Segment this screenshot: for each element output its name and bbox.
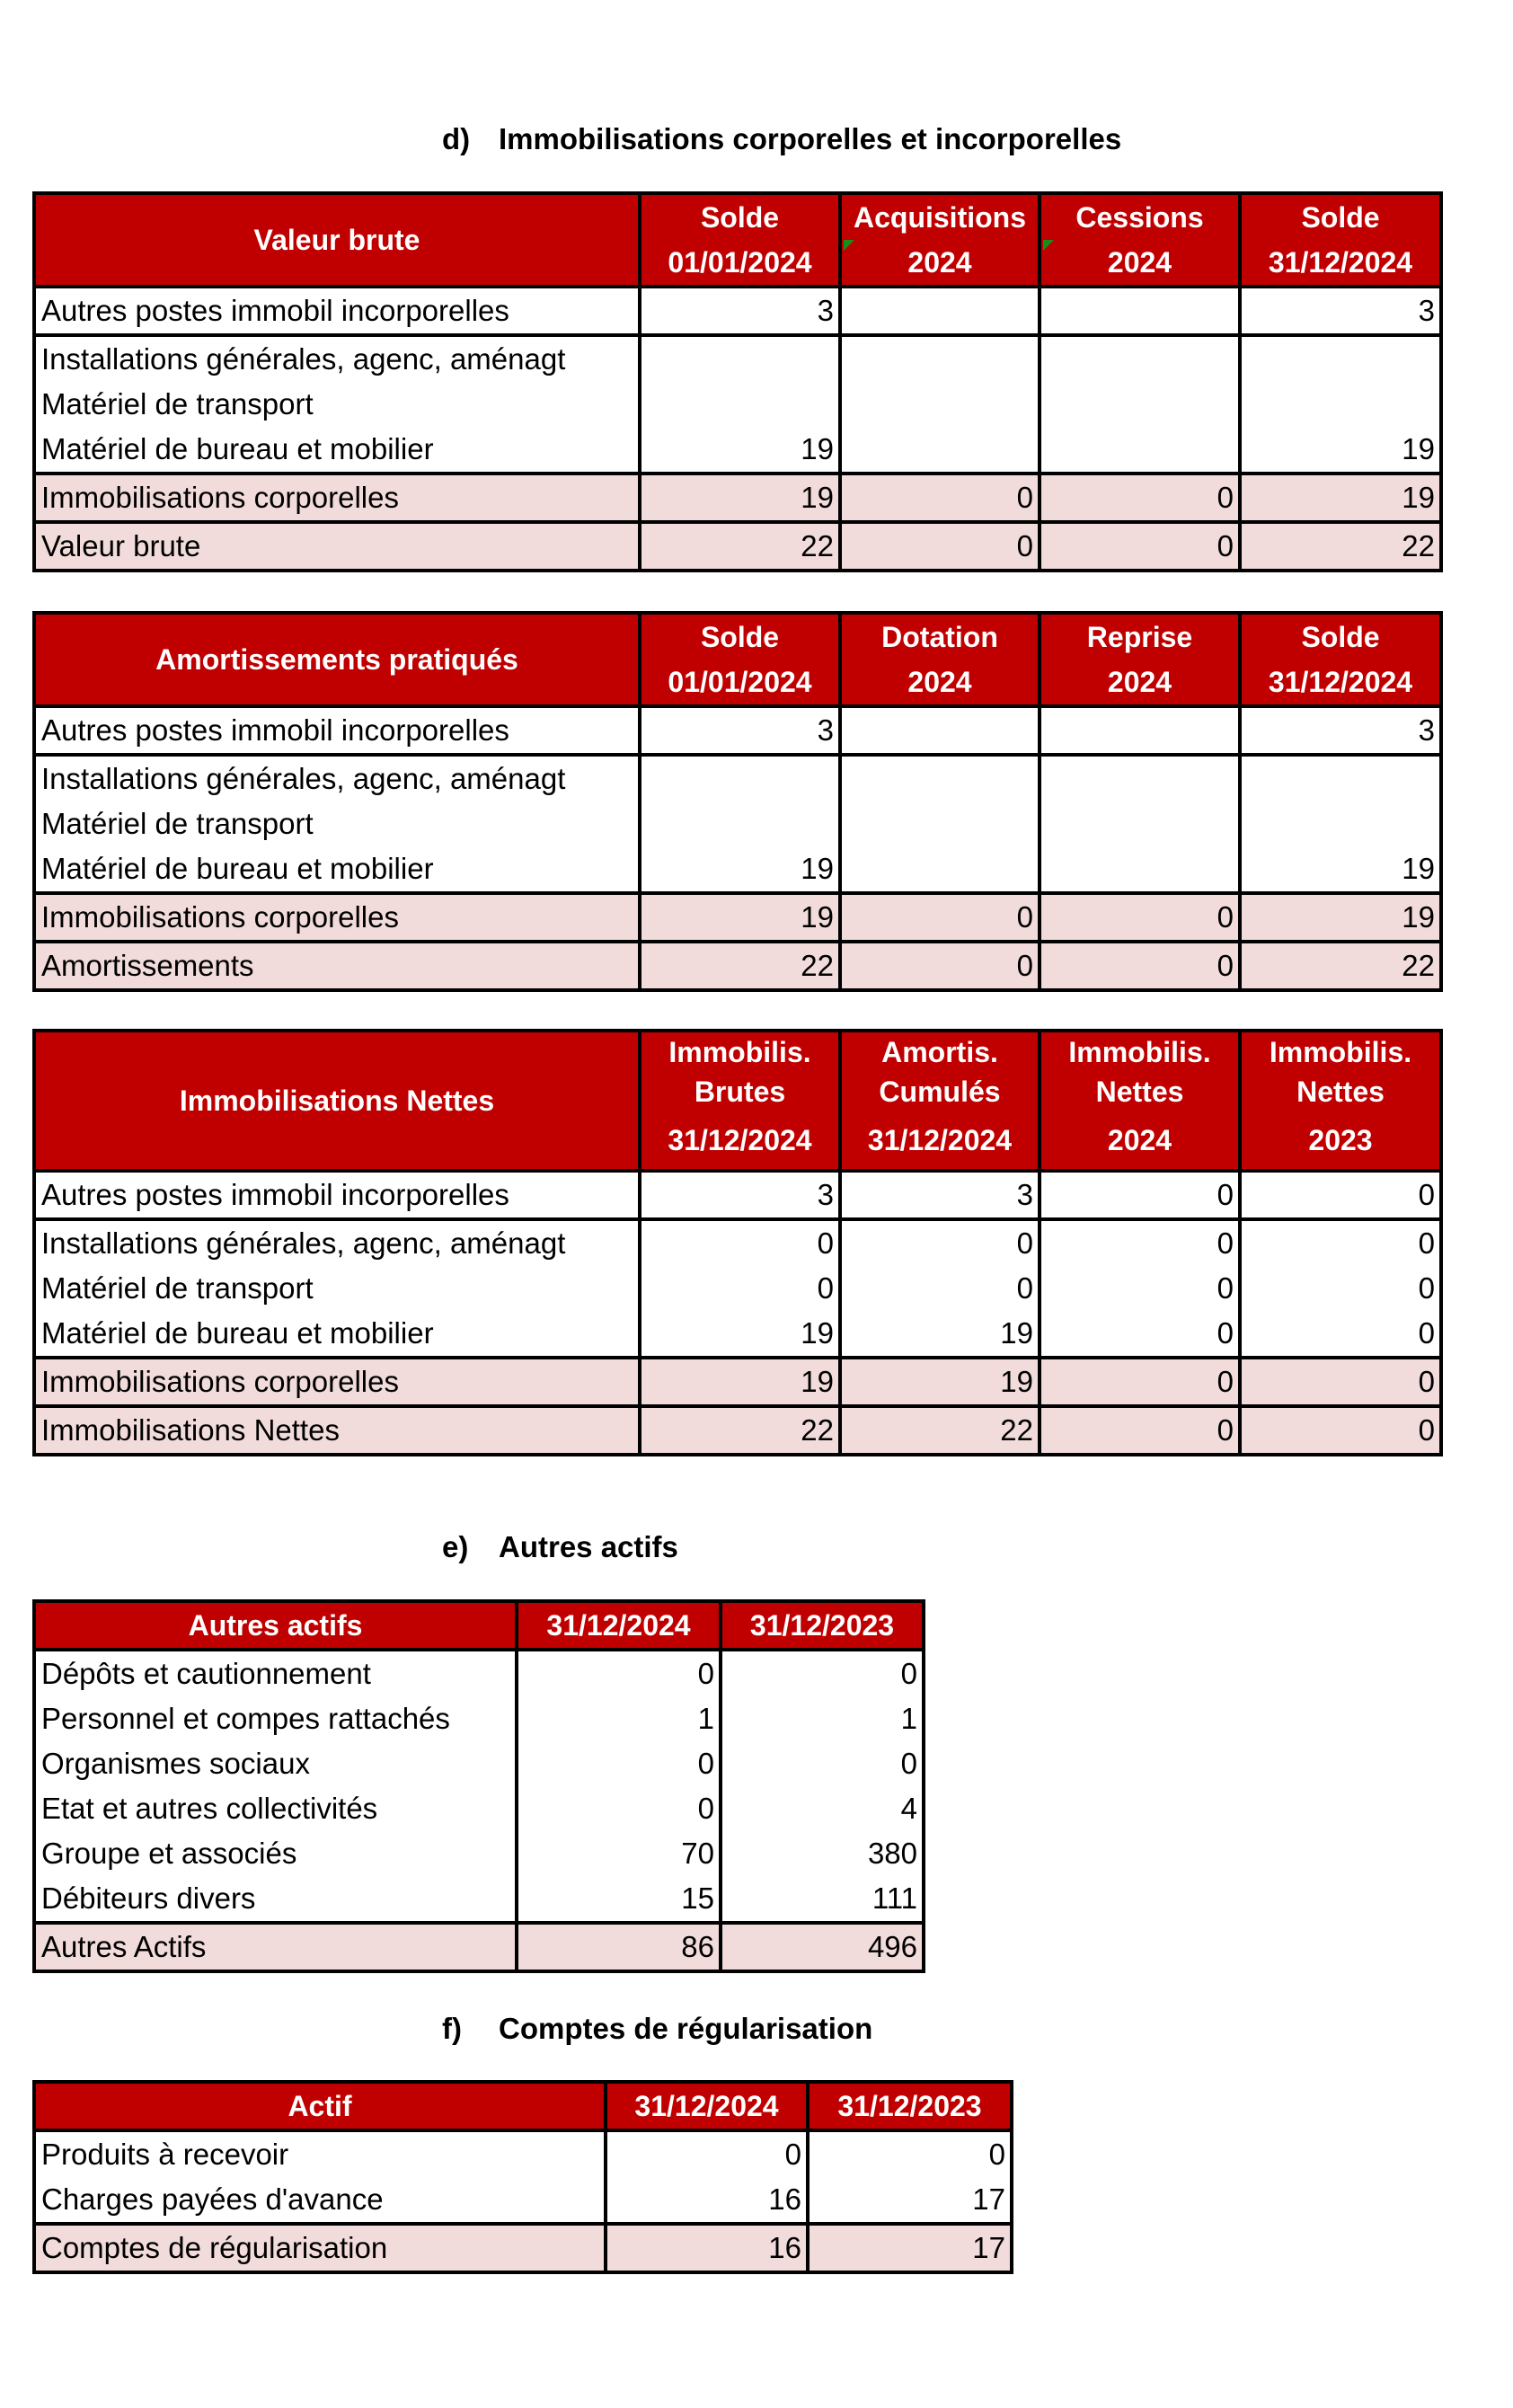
column-header-label: Autres actifs — [34, 1601, 517, 1650]
section-f-letter: f) — [442, 2012, 462, 2045]
row-group-values: 19 — [1240, 335, 1441, 474]
cell-value: 19 — [640, 893, 840, 942]
total-row — [34, 1406, 1441, 1455]
cell-value: 0 — [1240, 1406, 1441, 1455]
cell-value: 22 — [640, 522, 840, 571]
row-label: Charges payées d'avance — [41, 2182, 384, 2216]
subtotal-row — [34, 1358, 1441, 1406]
cell-value: 19 — [1240, 474, 1441, 522]
table-row — [34, 706, 1441, 755]
row-label: Immobilisations Nettes — [34, 1406, 640, 1455]
cell-value: 0 — [1040, 522, 1240, 571]
row-group-labels — [34, 2130, 606, 2224]
row-group-values: 0 0 19 — [640, 1219, 840, 1358]
section-e-letter: e) — [442, 1530, 469, 1563]
column-header-acquisitions[interactable]: Acquisitions 2024 — [840, 193, 1040, 287]
row-label: Autres Actifs — [34, 1923, 517, 1971]
row-label: Autres postes immobil incorporelles — [34, 706, 640, 755]
column-header-solde-debut: Solde 01/01/2024 — [640, 193, 840, 287]
cell-value: 86 — [517, 1923, 721, 1971]
row-label: Valeur brute — [34, 522, 640, 571]
table-row-group — [34, 755, 1441, 893]
cell-value: 3 — [640, 1171, 840, 1219]
row-group-values-2023: 0 17 — [808, 2130, 1012, 2224]
immobilisations-nettes-table — [32, 1029, 1443, 1456]
amortissements-table — [32, 611, 1443, 992]
cell-value: 0 — [840, 522, 1040, 571]
cell-value: 3 — [640, 706, 840, 755]
column-header-dotation: Dotation 2024 — [840, 613, 1040, 706]
column-header-amortis: Amortis. Cumulés 31/12/2024 — [840, 1031, 1040, 1171]
row-group-values-2024: 0 16 — [606, 2130, 808, 2224]
row-group-values: 19 — [640, 755, 840, 893]
column-header-label: Actif — [34, 2082, 606, 2130]
total-row — [34, 1923, 924, 1971]
column-header-label: Amortissements pratiqués — [34, 613, 640, 706]
column-header-2024: 31/12/2024 — [517, 1601, 721, 1650]
row-label: Autres postes immobil incorporelles — [34, 287, 640, 335]
row-label: Matériel de bureau et mobilier — [41, 1316, 434, 1350]
cell-value: 19 — [1240, 893, 1441, 942]
row-group-values: 0 0 0 — [1240, 1219, 1441, 1358]
row-group-labels — [34, 1650, 517, 1923]
table-header-row — [34, 1601, 924, 1650]
section-e-title-text: Autres actifs — [499, 1530, 678, 1563]
row-label: Organismes sociaux — [41, 1747, 310, 1780]
column-header-nettes-2023: Immobilis. Nettes 2023 — [1240, 1031, 1441, 1171]
table-row — [34, 287, 1441, 335]
cell-value: 496 — [721, 1923, 924, 1971]
total-row — [34, 942, 1441, 990]
cell-value: 0 — [840, 942, 1040, 990]
cell-value: 22 — [640, 1406, 840, 1455]
cell-value: 22 — [640, 942, 840, 990]
row-group-values: 19 — [640, 335, 840, 474]
column-header-label: Immobilisations Nettes — [34, 1031, 640, 1171]
table-row-group — [34, 1219, 1441, 1358]
subtotal-row — [34, 474, 1441, 522]
section-f-title-text: Comptes de régularisation — [499, 2012, 873, 2045]
section-d-letter: d) — [442, 122, 471, 155]
column-header-2023: 31/12/2023 — [721, 1601, 924, 1650]
row-group-values-2023: 0 1 0 4 380 111 — [721, 1650, 924, 1923]
cell-value — [1040, 287, 1240, 335]
table-row — [34, 1171, 1441, 1219]
cell-value: 3 — [1240, 706, 1441, 755]
cell-value — [1040, 706, 1240, 755]
cell-value: 0 — [1040, 1406, 1240, 1455]
cell-value: 22 — [1240, 942, 1441, 990]
table-row-group — [34, 2130, 1012, 2224]
valeur-brute-table — [32, 191, 1443, 572]
row-group-values: 19 — [1240, 755, 1441, 893]
row-label: Immobilisations corporelles — [34, 893, 640, 942]
row-label: Débiteurs divers — [41, 1881, 256, 1915]
cell-value: 0 — [1040, 1358, 1240, 1406]
row-label: Installations générales, agenc, aménagt — [41, 762, 566, 795]
cell-value: 0 — [1040, 893, 1240, 942]
section-d-title-text: Immobilisations corporelles et incorporelles — [499, 122, 1122, 155]
row-group-values: 0 0 19 — [840, 1219, 1040, 1358]
row-label: Autres postes immobil incorporelles — [34, 1171, 640, 1219]
comment-indicator-icon[interactable] — [1043, 240, 1054, 251]
column-header-2024: 31/12/2024 — [606, 2082, 808, 2130]
cell-value: 19 — [640, 1358, 840, 1406]
cell-value: 0 — [1040, 1171, 1240, 1219]
table-header-row — [34, 193, 1441, 287]
cell-value: 0 — [1240, 1171, 1441, 1219]
column-header-nettes-2024: Immobilis. Nettes 2024 — [1040, 1031, 1240, 1171]
row-label: Groupe et associés — [41, 1837, 297, 1870]
comptes-regularisation-table — [32, 2080, 1013, 2274]
row-label: Matériel de transport — [41, 1271, 314, 1305]
cell-value: 0 — [840, 893, 1040, 942]
table-header-row — [34, 2082, 1012, 2130]
table-header-row — [34, 1031, 1441, 1171]
row-group-values — [1040, 755, 1240, 893]
cell-value: 3 — [640, 287, 840, 335]
row-group-labels — [34, 1219, 640, 1358]
comment-indicator-icon[interactable] — [844, 240, 854, 251]
row-group-values — [840, 755, 1040, 893]
row-label: Comptes de régularisation — [34, 2224, 606, 2272]
row-group-values — [1040, 335, 1240, 474]
row-label: Dépôts et cautionnement — [41, 1657, 371, 1690]
column-header-2023: 31/12/2023 — [808, 2082, 1012, 2130]
section-e-title — [442, 1529, 678, 1565]
row-label: Personnel et compes rattachés — [41, 1702, 450, 1735]
column-header-reprise: Reprise 2024 — [1040, 613, 1240, 706]
row-label: Etat et autres collectivités — [41, 1792, 378, 1825]
row-label: Matériel de transport — [41, 807, 314, 840]
cell-value: 0 — [1040, 942, 1240, 990]
cell-value: 22 — [1240, 522, 1441, 571]
row-group-values-2024: 0 1 0 0 70 15 — [517, 1650, 721, 1923]
cell-value: 19 — [840, 1358, 1040, 1406]
row-label: Matériel de bureau et mobilier — [41, 852, 434, 885]
table-row-group — [34, 335, 1441, 474]
cell-value: 0 — [1240, 1358, 1441, 1406]
cell-value — [840, 706, 1040, 755]
column-header-brutes: Immobilis. Brutes 31/12/2024 — [640, 1031, 840, 1171]
column-header-solde-fin: Solde 31/12/2024 — [1240, 613, 1441, 706]
cell-value: 3 — [840, 1171, 1040, 1219]
cell-value: 16 — [606, 2224, 808, 2272]
cell-value: 19 — [640, 474, 840, 522]
cell-value: 17 — [808, 2224, 1012, 2272]
row-label: Immobilisations corporelles — [34, 1358, 640, 1406]
cell-value — [840, 287, 1040, 335]
row-label: Immobilisations corporelles — [34, 474, 640, 522]
section-f-title — [442, 2011, 872, 2047]
cell-value: 0 — [1040, 474, 1240, 522]
cell-value: 0 — [840, 474, 1040, 522]
table-header-row — [34, 613, 1441, 706]
row-group-values: 0 0 0 — [1040, 1219, 1240, 1358]
row-label: Amortissements — [34, 942, 640, 990]
row-label: Installations générales, agenc, aménagt — [41, 342, 566, 376]
column-header-solde-fin: Solde 31/12/2024 — [1240, 193, 1441, 287]
table-row-group — [34, 1650, 924, 1923]
row-label: Matériel de bureau et mobilier — [41, 432, 434, 465]
section-d-title — [442, 121, 1121, 157]
total-row — [34, 522, 1441, 571]
row-group-values — [840, 335, 1040, 474]
row-group-labels — [34, 335, 640, 474]
column-header-solde-debut: Solde 01/01/2024 — [640, 613, 840, 706]
subtotal-row — [34, 893, 1441, 942]
column-header-cessions[interactable]: Cessions 2024 — [1040, 193, 1240, 287]
row-label: Produits à recevoir — [41, 2138, 289, 2171]
cell-value: 3 — [1240, 287, 1441, 335]
row-label: Installations générales, agenc, aménagt — [41, 1226, 566, 1260]
row-label: Matériel de transport — [41, 387, 314, 421]
total-row — [34, 2224, 1012, 2272]
autres-actifs-table — [32, 1599, 925, 1973]
column-header-label: Valeur brute — [34, 193, 640, 287]
cell-value: 22 — [840, 1406, 1040, 1455]
row-group-labels — [34, 755, 640, 893]
